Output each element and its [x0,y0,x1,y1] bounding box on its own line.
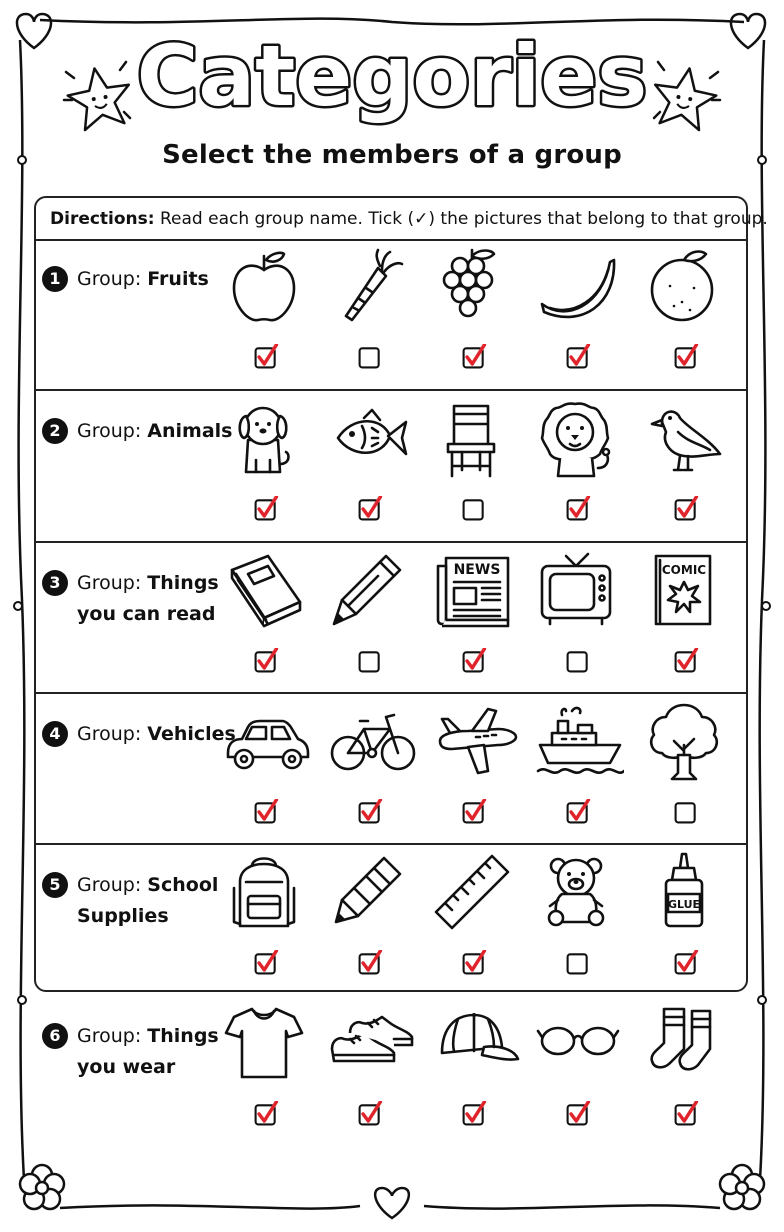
checkbox-checked[interactable] [253,950,279,976]
group-name-label [77,719,236,750]
row-divider [36,389,746,391]
group-name: School [147,874,219,896]
checkbox-checked[interactable] [253,496,279,522]
group-prefix: Group: [77,268,148,290]
group-number-badge: 1 [42,266,68,292]
group-name: Things [147,1025,219,1047]
page-title [0,10,784,130]
group-number-badge: 3 [42,570,68,596]
tshirt-icon [224,1003,312,1085]
tree-icon [644,701,732,783]
checkbox-checked[interactable] [357,799,383,825]
checkbox-checked[interactable] [565,344,591,370]
chair-icon [432,398,520,480]
comic-icon [644,550,732,632]
car-icon [224,701,312,783]
checkbox-checked[interactable] [253,1101,279,1127]
group-name-label [77,416,232,447]
glue-icon [644,852,732,934]
orange-icon [644,246,732,328]
checkbox-checked[interactable] [461,648,487,674]
group-name: Things [147,572,219,594]
checkbox-checked[interactable] [357,496,383,522]
checkbox-checked[interactable] [253,648,279,674]
flower-icon [20,1165,764,1209]
group-name: Vehicles [147,723,236,745]
group-name-label [77,1021,219,1083]
checkbox-checked[interactable] [357,950,383,976]
group-name-line2: you wear [77,1056,176,1078]
group-number-badge: 2 [42,418,68,444]
crayon-icon [328,852,416,934]
page-subtitle: Select the members of a group [162,140,622,170]
checkbox-checked[interactable] [673,648,699,674]
group-prefix: Group: [77,572,148,594]
checkbox-checked[interactable] [673,496,699,522]
directions-label: Directions: [50,209,155,229]
bird-icon [644,398,732,480]
group-number-badge: 4 [42,721,68,747]
airplane-icon [432,701,520,783]
checkbox-unchecked[interactable] [357,648,383,674]
ship-icon [536,701,624,783]
picture-label: GLUE [667,898,701,911]
checkbox-unchecked[interactable] [565,648,591,674]
group-name: Animals [147,420,233,442]
fish-icon [328,398,416,480]
checkbox-unchecked[interactable] [461,496,487,522]
checkbox-checked[interactable] [565,1101,591,1127]
ruler-icon [432,852,520,934]
group-prefix: Group: [77,723,148,745]
row-divider [36,692,746,694]
group-name-label [77,568,219,630]
checkbox-checked[interactable] [673,1101,699,1127]
cap-icon [432,1003,520,1085]
checkbox-checked[interactable] [461,950,487,976]
checkbox-checked[interactable] [673,950,699,976]
group-name-line2: Supplies [77,905,169,927]
book-icon [224,550,312,632]
group-prefix: Group: [77,420,148,442]
checkbox-unchecked[interactable] [565,950,591,976]
shoes-icon [328,1003,416,1085]
checkbox-checked[interactable] [565,799,591,825]
picture-label: NEWS [453,562,501,578]
socks-icon [644,1003,732,1085]
group-number-badge: 5 [42,872,68,898]
teddy-bear-icon [536,852,624,934]
bicycle-icon [328,701,416,783]
checkbox-checked[interactable] [565,496,591,522]
lion-icon [536,398,624,480]
group-number-badge: 6 [42,1023,68,1049]
checkbox-checked[interactable] [253,344,279,370]
group-prefix: Group: [77,874,148,896]
glasses-icon [536,1003,624,1085]
newspaper-icon [432,550,520,632]
svg-text:Categories: Categories [136,27,648,125]
directions-text: Read each group name. Tick (✓) the pictures that belong to that group. [160,209,768,229]
checkbox-unchecked[interactable] [673,799,699,825]
checkbox-checked[interactable] [461,1101,487,1127]
group-prefix: Group: [77,1025,148,1047]
backpack-icon [224,852,312,934]
group-name-label [77,264,209,295]
dog-icon [224,398,312,480]
checkbox-unchecked[interactable] [357,344,383,370]
tv-icon [536,550,624,632]
row-divider [36,843,746,845]
directions [36,198,768,241]
picture-label: COMIC [661,563,707,577]
apple-icon [224,246,312,328]
pencil-icon [328,550,416,632]
checkbox-checked[interactable] [673,344,699,370]
group-name-line2: you can read [77,603,216,625]
carrot-icon [328,246,416,328]
banana-icon [536,246,624,328]
checkbox-checked[interactable] [461,799,487,825]
group-name: Fruits [147,268,209,290]
checkbox-checked[interactable] [357,1101,383,1127]
checkbox-checked[interactable] [253,799,279,825]
grapes-icon [432,246,520,328]
group-name-label [77,870,218,932]
row-divider [36,541,746,543]
checkbox-checked[interactable] [461,344,487,370]
